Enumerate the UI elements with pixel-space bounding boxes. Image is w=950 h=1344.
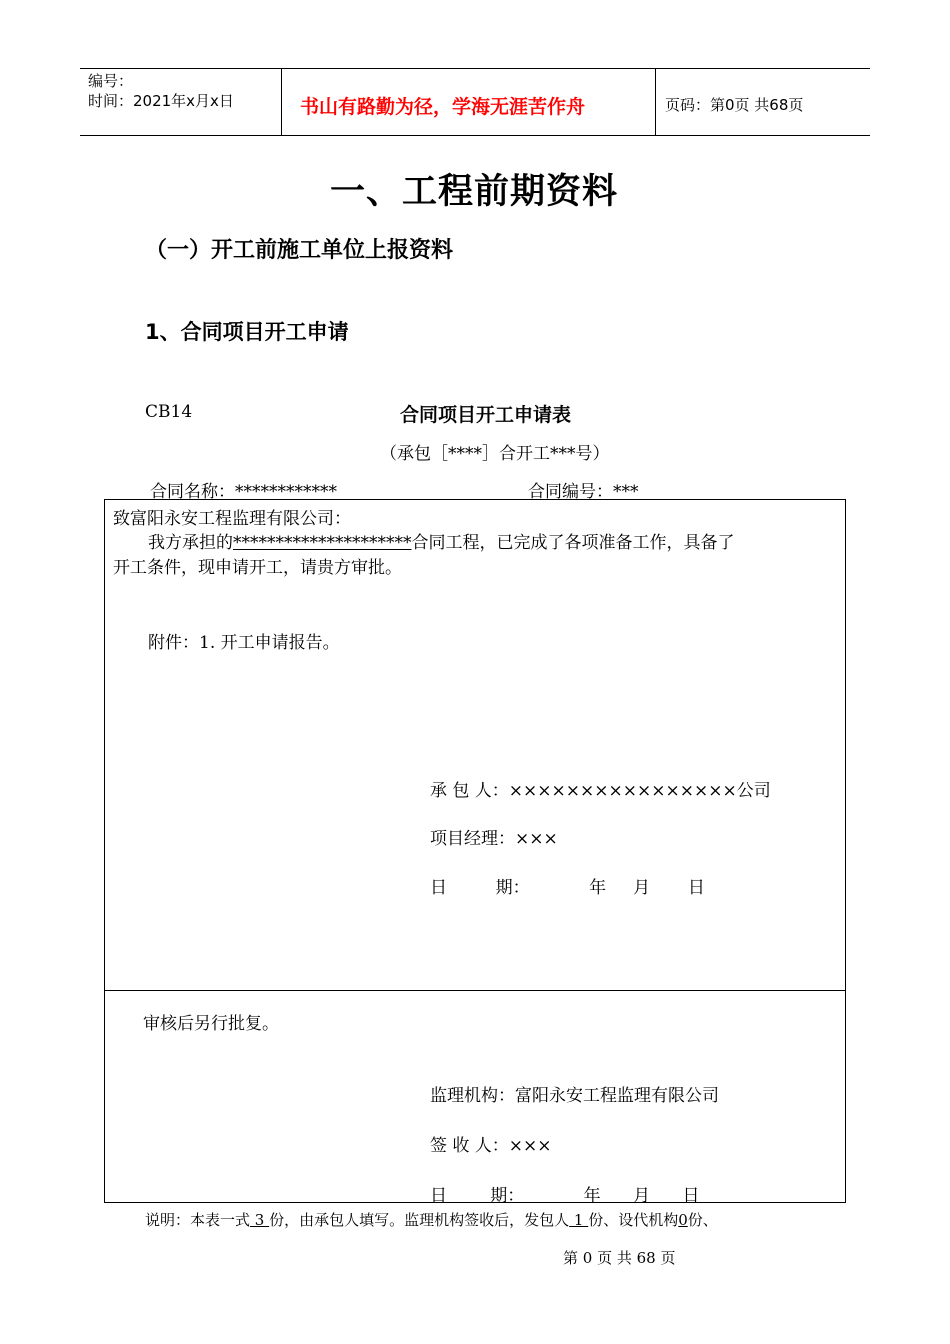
note-suffix: 份、 [687, 1211, 718, 1229]
note-design-copies: 0 [678, 1211, 688, 1229]
main-heading: 一、工程前期资料 [330, 172, 619, 212]
section-heading: （一）开工前施工单位上报资料 [145, 238, 454, 263]
note-copies: 3 [250, 1211, 270, 1229]
recipient-line: 致富阳永安工程监理有限公司： [113, 509, 351, 529]
attachment-line: 附件：1. 开工申请报告。 [148, 633, 340, 653]
footer-page: 第 0 页 共 68 页 [563, 1249, 676, 1267]
header-top-rule [80, 68, 870, 69]
note-owner-copies: 1 [569, 1211, 589, 1229]
header-divider-right [655, 68, 656, 136]
note-prefix: 说明：本表一式 [145, 1211, 251, 1229]
header-bottom-rule [80, 135, 870, 136]
date-line-2: 日 期： 年 月 日 [430, 1186, 700, 1206]
serial-label: 编号： [88, 72, 134, 90]
project-name-blank: ********************* [233, 533, 412, 553]
form-code: CB14 [145, 402, 193, 422]
subsection-heading: 1、合同项目开工申请 [145, 320, 349, 344]
contract-number: 合同编号：*** [528, 482, 639, 502]
contractor-line: 承 包 人：××××××××××××××××公司 [430, 781, 771, 801]
supervisor-line: 监理机构：富阳永安工程监理有限公司 [430, 1086, 719, 1106]
page-info: 页码：第0页 共68页 [665, 96, 804, 114]
form-title: 合同项目开工申请表 [400, 404, 572, 426]
body-line-1 [148, 528, 735, 553]
time-label: 时间：2021年x月x日 [88, 92, 234, 110]
project-manager-line: 项目经理：××× [430, 829, 558, 849]
date-line: 日 期： 年 月 日 [430, 878, 705, 898]
explanation-note [145, 1209, 718, 1230]
note-mid2: 份、设代机构 [588, 1211, 679, 1229]
form-subtitle: （承包［****］合开工***号） [380, 444, 610, 464]
header-divider-left [281, 68, 282, 136]
body-suffix: 合同工程，已完成了各项准备工作，具备了 [411, 533, 735, 553]
motto: 书山有路勤为径，学海无涯苦作舟 [300, 96, 586, 118]
contract-name: 合同名称：************ [150, 482, 337, 502]
receiver-line: 签 收 人：××× [430, 1136, 552, 1156]
note-mid1: 份，由承包人填写。监理机构签收后，发包人 [269, 1211, 570, 1229]
body-line-2: 开工条件，现申请开工，请贵方审批。 [113, 558, 402, 578]
body-prefix: 我方承担的 [148, 533, 233, 553]
review-note: 审核后另行批复。 [143, 1014, 279, 1034]
